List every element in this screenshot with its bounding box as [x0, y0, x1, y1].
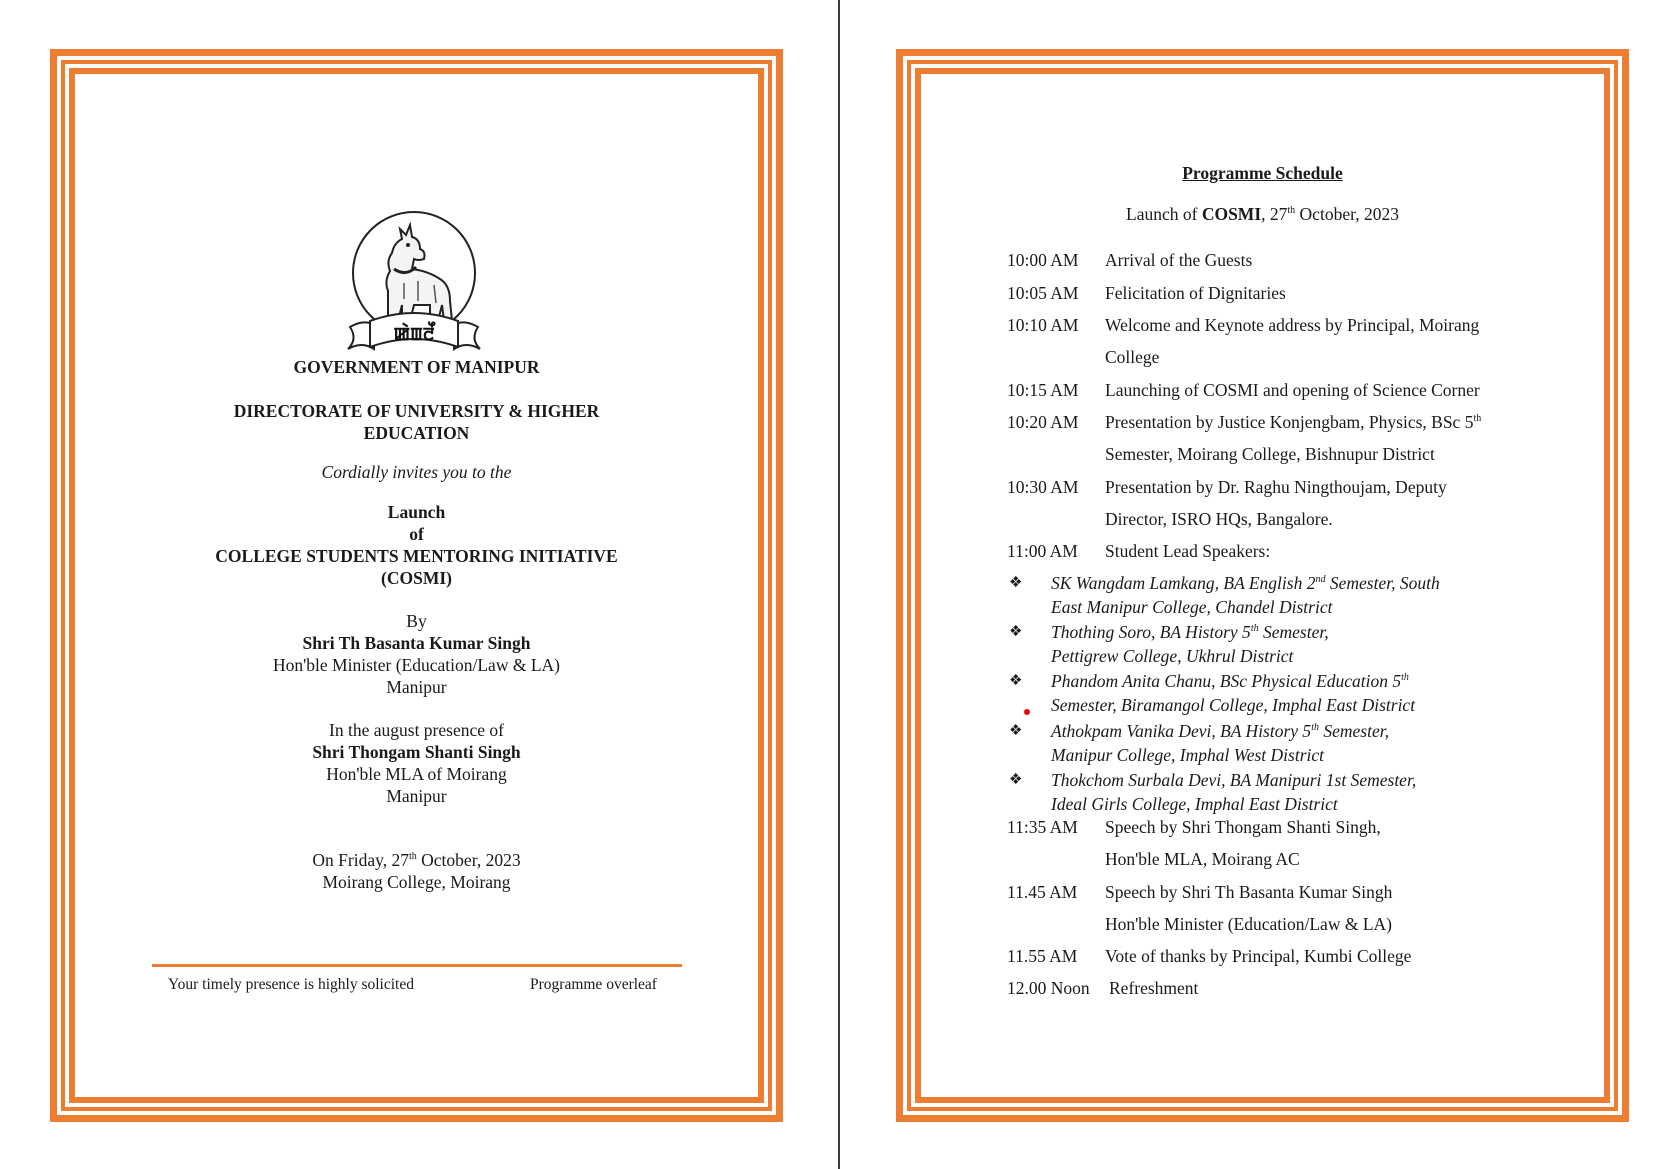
bullet-icon: ❖ — [1009, 673, 1023, 689]
schedule-row: 11:35 AM Speech by Shri Thongam Shanti Singh, Hon'ble MLA, Moirang AC — [1007, 817, 1381, 869]
chief-guest-role: Hon'ble Minister (Education/Law & LA) — [273, 655, 560, 675]
guest-state: Manipur — [386, 786, 447, 806]
manipur-emblem-icon — [344, 209, 484, 359]
footer-rule — [152, 964, 682, 967]
event-date: On Friday, 27th October, 2023 — [312, 850, 521, 870]
chief-guest-state: Manipur — [386, 677, 447, 697]
schedule-row: 12.00 Noon Refreshment — [1007, 978, 1199, 998]
schedule-row: 10:00 AM Arrival of the Guests — [1007, 250, 1253, 270]
presence-line: In the august presence of — [329, 720, 504, 740]
schedule-row: 10:05 AM Felicitation of Dignitaries — [1007, 283, 1286, 303]
speaker-item: ❖ Thokchom Surbala Devi, BA Manipuri 1st Semester, Ideal Girls College, Imphal East District — [1009, 770, 1417, 814]
schedule-row: 10:10 AM Welcome and Keynote address by Principal, Moirang College — [1007, 315, 1480, 367]
directorate-line-1: DIRECTORATE OF UNIVERSITY & HIGHER — [233, 401, 600, 421]
schedule-row: 11.45 AM Speech by Shri Th Basanta Kumar Singh Hon'ble Minister (Education/Law & LA) — [1007, 882, 1393, 934]
of-label: of — [409, 524, 424, 544]
invite-line: Cordially invites you to the — [321, 462, 512, 482]
speaker-item: ❖ Athokpam Vanika Devi, BA History 5th Semester, Manipur College, Imphal West District — [1009, 721, 1389, 765]
schedule-row: 10:20 AM Presentation by Justice Konjengbam, Physics, BSc 5th Semester, Moirang College, Bishnupur District — [1007, 412, 1482, 464]
schedule-row: 11:00 AM Student Lead Speakers: — [1007, 541, 1271, 561]
initiative-title: COLLEGE STUDENTS MENTORING INITIATIVE — [215, 546, 618, 566]
svg-text:ꯀꯥꯡꯂꯩ: ꯀꯥꯡꯂꯩ — [393, 324, 435, 345]
footer-right-note: Programme overleaf — [530, 976, 657, 993]
red-cursor-dot — [1024, 709, 1030, 715]
speaker-item: ❖ Thothing Soro, BA History 5th Semester, Pettigrew College, Ukhrul District — [1009, 622, 1329, 666]
bullet-icon: ❖ — [1009, 575, 1023, 591]
government-heading: GOVERNMENT OF MANIPUR — [293, 357, 540, 377]
schedule-page — [896, 49, 1629, 1122]
footer-left-note: Your timely presence is highly solicited — [168, 976, 414, 993]
schedule-row: 11.55 AM Vote of thanks by Principal, Kumbi College — [1007, 946, 1412, 966]
schedule-title: Programme Schedule — [1182, 163, 1343, 183]
schedule-row: 10:15 AM Launching of COSMI and opening of Science Corner — [1007, 380, 1480, 400]
directorate-line-2: EDUCATION — [363, 423, 470, 443]
bullet-icon: ❖ — [1009, 772, 1023, 788]
bullet-icon: ❖ — [1009, 723, 1023, 739]
launch-label: Launch — [387, 502, 446, 522]
page-divider — [838, 0, 840, 1169]
schedule-subtitle: Launch of COSMI, 27th October, 2023 — [1126, 204, 1399, 224]
guest-role: Hon'ble MLA of Moirang — [326, 764, 507, 784]
by-label: By — [406, 611, 427, 631]
initiative-acronym: (COSMI) — [381, 568, 452, 588]
chief-guest-name: Shri Th Basanta Kumar Singh — [302, 633, 531, 653]
speaker-item: ❖ SK Wangdam Lamkang, BA English 2nd Semester, South East Manipur College, Chandel District — [1009, 573, 1440, 617]
bullet-icon: ❖ — [1009, 624, 1023, 640]
schedule-row: 10:30 AM Presentation by Dr. Raghu Ningthoujam, Deputy Director, ISRO HQs, Bangalore. — [1007, 477, 1447, 529]
guest-name: Shri Thongam Shanti Singh — [312, 742, 521, 762]
event-venue: Moirang College, Moirang — [322, 872, 511, 892]
speaker-item: ❖ Phandom Anita Chanu, BSc Physical Education 5th Semester, Biramangol College, Imphal East District — [1009, 671, 1416, 715]
invitation-page — [50, 49, 783, 1122]
